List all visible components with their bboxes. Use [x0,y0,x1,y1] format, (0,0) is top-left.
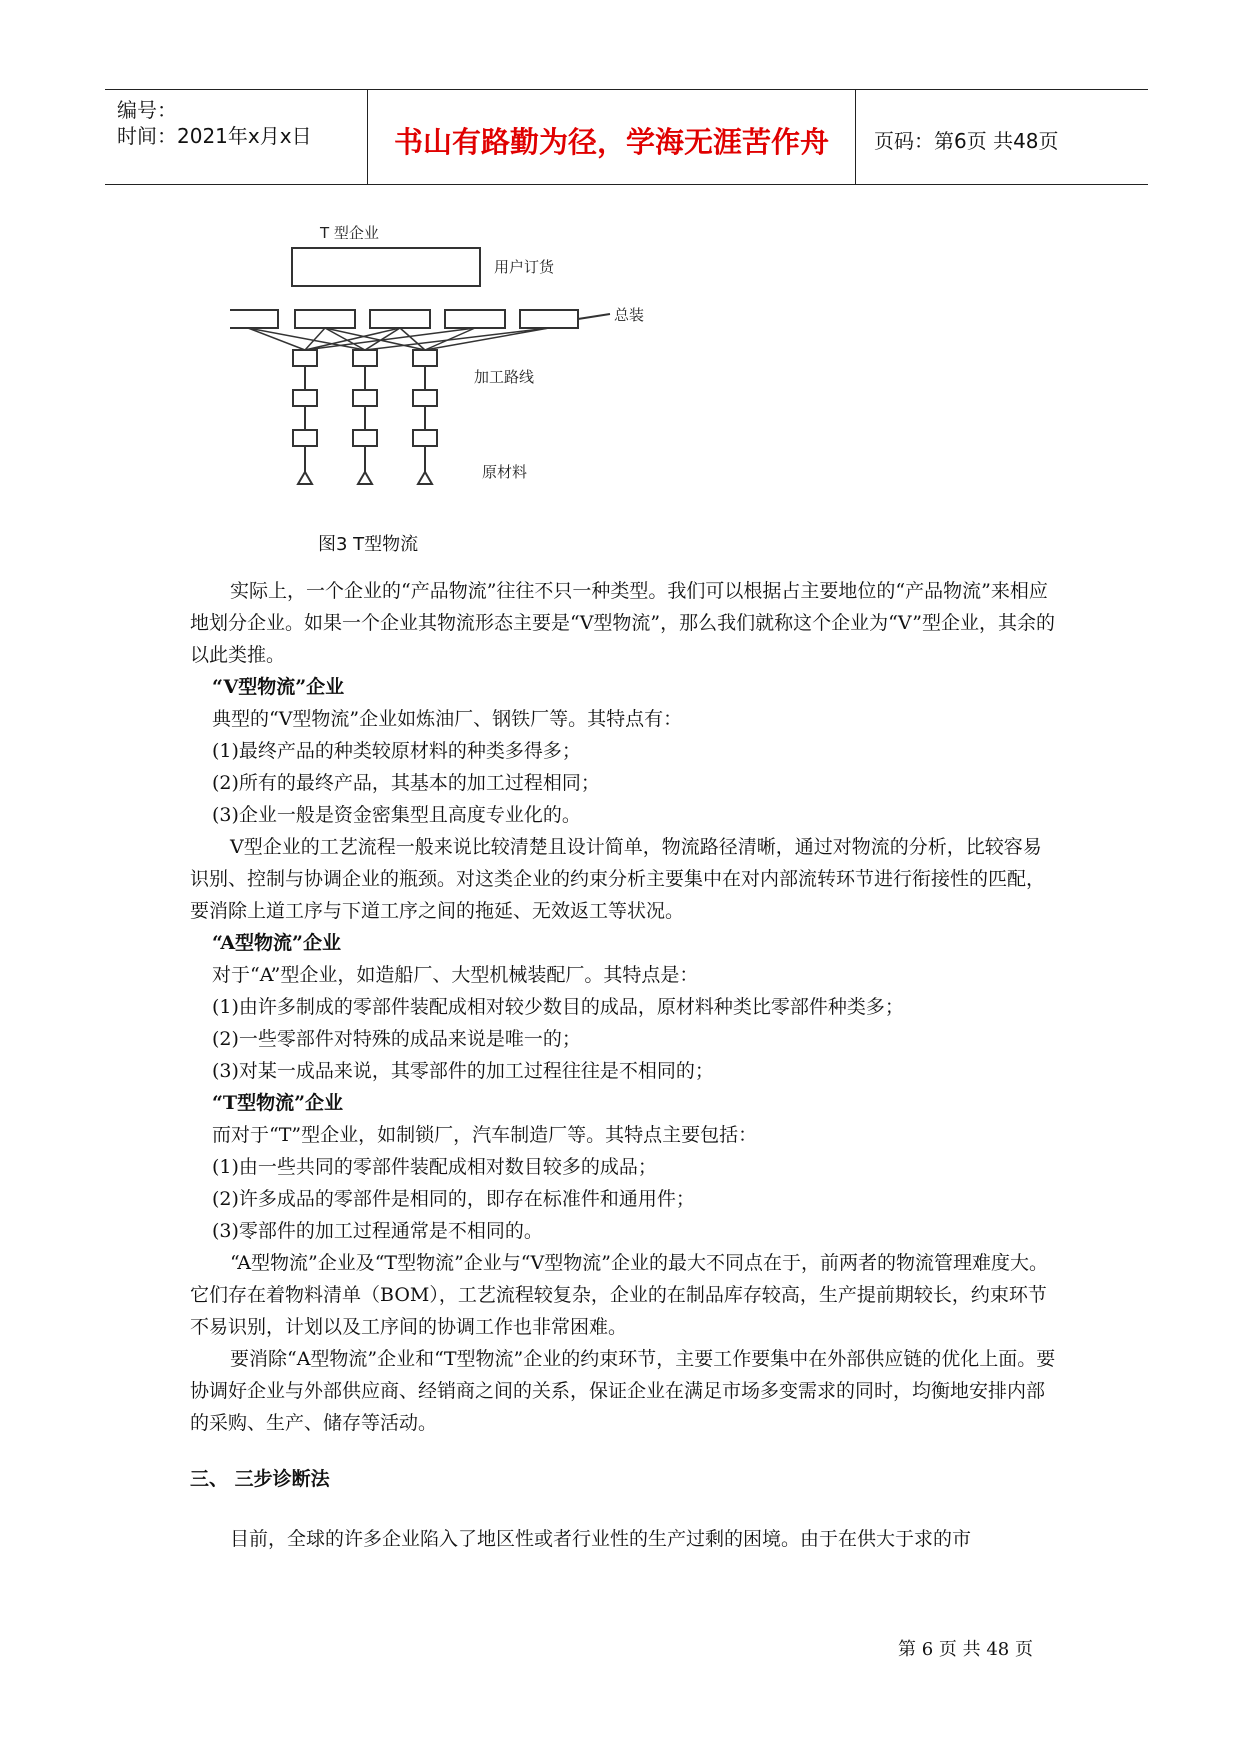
list-item: (1)由许多制成的零部件装配成相对较少数目的成品，原材料种类比零部件种类多； [212,996,904,1018]
list-item: (3)企业一般是资金密集型且高度专业化的。 [212,804,581,826]
list-item: (3)零部件的加工过程通常是不相同的。 [212,1220,543,1242]
assembly-box [295,310,355,328]
label-material: 原材料 [482,463,528,481]
t-logistics-diagram [230,222,750,562]
assembly-box [445,310,505,328]
header-left-cell [105,90,368,184]
page-footer: 第 6 页 共 48 页 [898,1639,1033,1660]
paragraph: 要消除“A型物流”企业和“T型物流”企业的约束环节，主要工作要集中在外部供应链的优化上面。要协调好企业与外部供应商、经销商之间的关系，保证企业在满足市场多变需求的同时，均衡地安排内部的采购、生产、储存等活动。 [190,1348,1056,1434]
paragraph: 而对于“T”型企业，如制锁厂，汽车制造厂等。其特点主要包括： [212,1124,758,1146]
list-item: (2)许多成品的零部件是相同的，即存在标准件和通用件； [212,1188,695,1210]
paragraph: 典型的“V型物流”企业如炼油厂、钢铁厂等。其特点有： [212,708,683,730]
list-item: (2)所有的最终产品，其基本的加工过程相同； [212,772,600,794]
crossing-lines [248,328,549,350]
list-item: (2)一些零部件对特殊的成品来说是唯一的； [212,1028,581,1050]
subheading-a: “A型物流”企业 [212,932,341,954]
time-label: 时间：2021年x月x日 [117,124,312,148]
assembly-box [230,310,278,328]
route-column [353,350,377,484]
paragraph: V型企业的工艺流程一般来说比较清楚且设计简单，物流路径清晰，通过对物流的分析，比较容易识别、控制与协调企业的瓶颈。对这类企业的约束分析主要集中在对内部流转环节进行衔接性的匹配，要消除上道工序与下道工序之间的拖延、无效返工等状况。 [190,836,1046,922]
section-heading: 三、 三步诊断法 [190,1468,330,1490]
number-label: 编号： [117,98,177,122]
assembly-box [520,310,578,328]
diagram-title: T 型企业 [320,224,379,242]
label-order: 用户订货 [494,258,555,276]
route-column [413,350,437,484]
order-box [292,248,480,286]
label-route: 加工路线 [474,368,535,386]
route-column [293,350,317,484]
label-assembly: 总装 [614,306,645,324]
paragraph: “A型物流”企业及“T型物流”企业与“V型物流”企业的最大不同点在于，前两者的物流管理难度大。它们存在着物料清单（BOM），工艺流程较复杂，企业的在制品库存较高，生产提前期较长，约束环节不易识别，计划以及工序间的协调工作也非常困难。 [190,1252,1048,1338]
motto: 书山有路勤为径，学海无涯苦作舟 [393,125,829,159]
document-body [190,575,1060,1555]
paragraph: 对于“A”型企业，如造船厂、大型机械装配厂。其特点是： [212,964,699,986]
page-info: 页码：第6页 共48页 [874,129,1059,153]
diagram-svg [230,222,750,532]
list-item: (3)对某一成品来说，其零部件的加工过程往往是不相同的； [212,1060,714,1082]
assembly-box [370,310,430,328]
subheading-t: “T型物流”企业 [212,1092,343,1114]
page-header [105,89,1148,185]
header-center-cell [368,90,856,184]
header-right-cell [856,90,1148,184]
paragraph: 目前，全球的许多企业陷入了地区性或者行业性的生产过剩的困境。由于在供大于求的市 [230,1528,972,1550]
paragraph: 实际上，一个企业的“产品物流”往往不只一种类型。我们可以根据占主要地位的“产品物流”来相应地划分企业。如果一个企业其物流形态主要是“V型物流”，那么我们就称这个企业为“V”型企业，其余的以此类推。 [190,580,1055,666]
assembly-pointer [578,314,610,319]
list-item: (1)最终产品的种类较原材料的种类多得多； [212,740,581,762]
figure-caption: 图3 T型物流 [318,534,419,555]
subheading-v: “V型物流”企业 [212,676,345,698]
list-item: (1)由一些共同的零部件装配成相对数目较多的成品； [212,1156,657,1178]
